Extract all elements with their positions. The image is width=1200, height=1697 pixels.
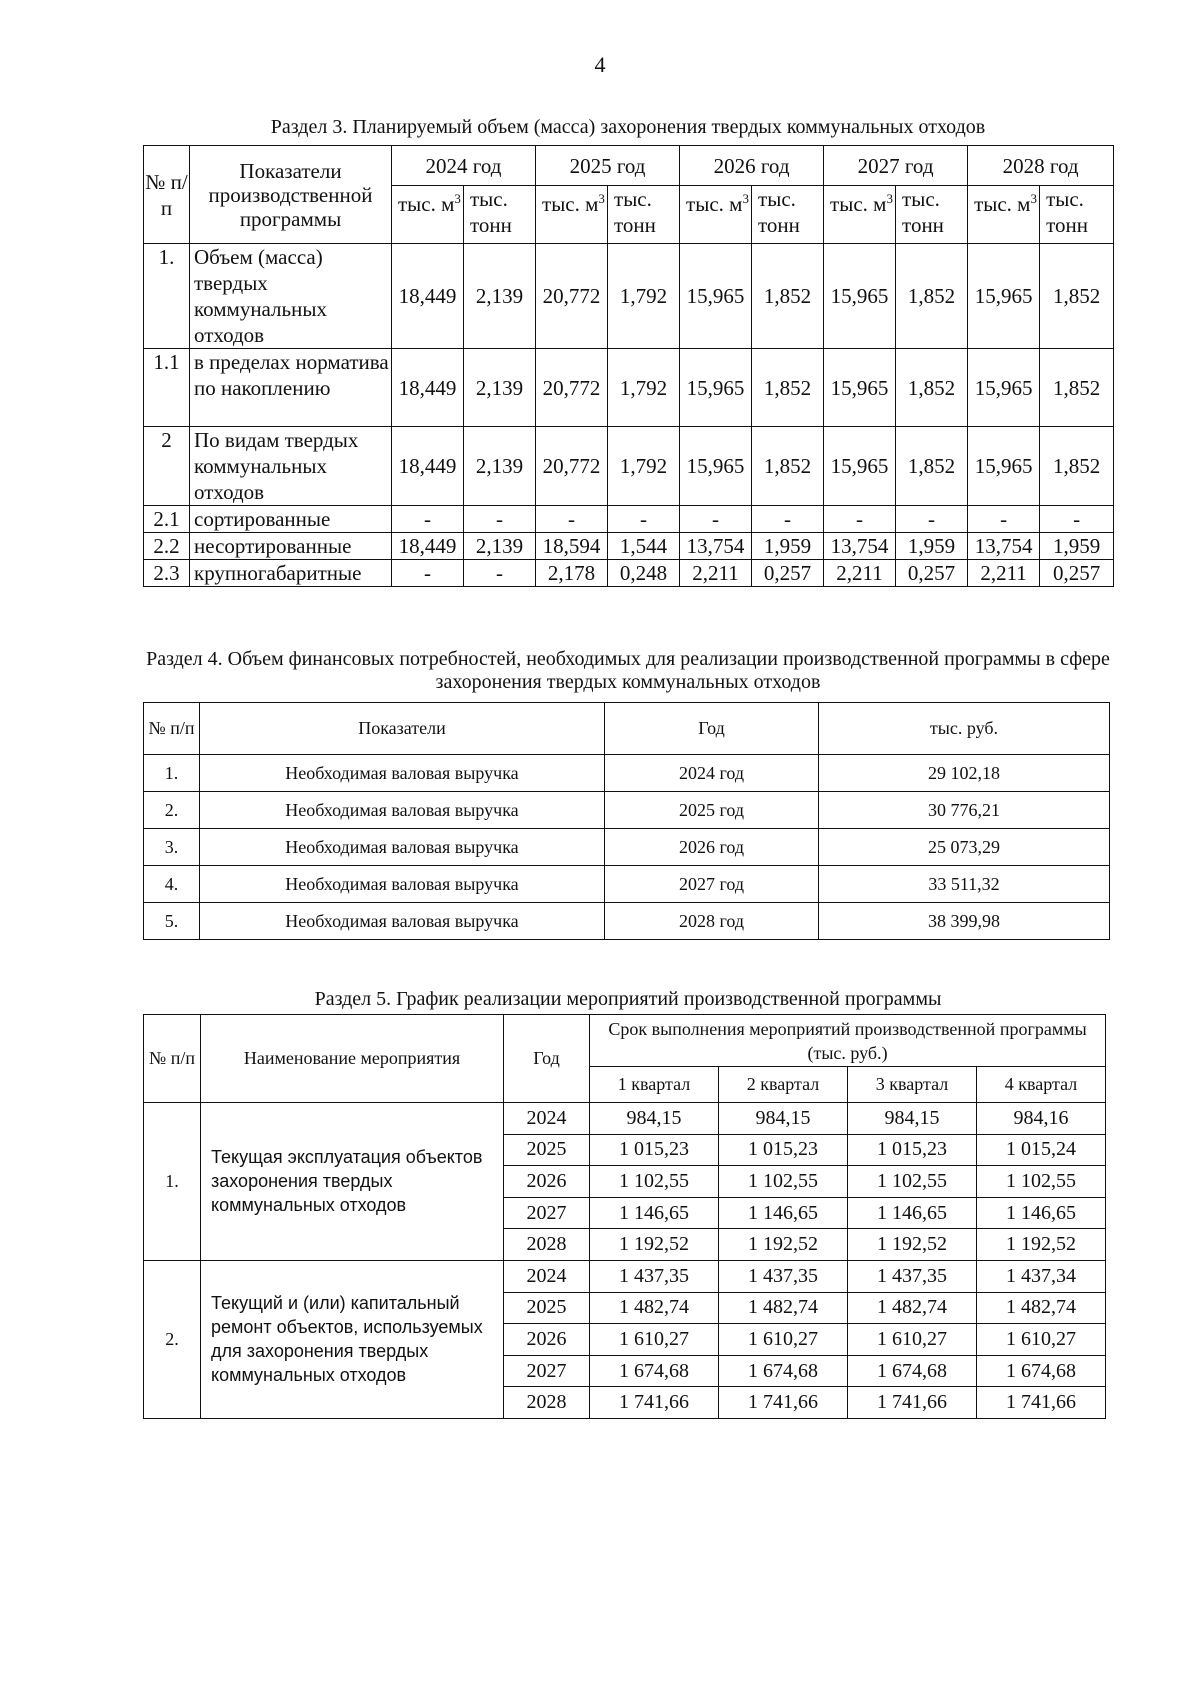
value-cell: 1,544 xyxy=(608,533,680,560)
unit-m3-header xyxy=(680,186,752,244)
quarter-value: 1 015,23 xyxy=(590,1134,719,1166)
value-cell: 2,139 xyxy=(464,427,536,506)
quarter-value: 1 146,65 xyxy=(848,1197,977,1229)
section4-table xyxy=(143,702,1110,940)
unit-m3-text: тыс. м xyxy=(686,192,743,216)
unit-m3-superscript: 3 xyxy=(598,191,605,206)
cell-indicator: Необходимая валовая выручка xyxy=(200,903,605,940)
cell-value: 30 776,21 xyxy=(819,792,1110,829)
unit-m3-superscript: 3 xyxy=(742,191,749,206)
unit-m3-header xyxy=(536,186,608,244)
value-cell: 13,754 xyxy=(968,533,1040,560)
table-row xyxy=(144,903,1110,940)
value-cell: 18,449 xyxy=(392,427,464,506)
quarter-value: 1 102,55 xyxy=(590,1166,719,1198)
quarter-value: 1 102,55 xyxy=(848,1166,977,1198)
value-cell: - xyxy=(392,506,464,533)
value-cell: - xyxy=(464,560,536,587)
value-cell: 1,959 xyxy=(1040,533,1114,560)
quarter-value: 1 192,52 xyxy=(977,1229,1106,1261)
quarter-header: 4 квартал xyxy=(977,1067,1106,1103)
unit-m3-superscript: 3 xyxy=(1030,191,1037,206)
quarter-value: 1 192,52 xyxy=(848,1229,977,1261)
value-cell: 2,139 xyxy=(464,349,536,427)
value-cell: - xyxy=(680,506,752,533)
value-cell: 20,772 xyxy=(536,349,608,427)
unit-m3-superscript: 3 xyxy=(454,191,461,206)
table-row xyxy=(144,792,1110,829)
cell-indicator: Необходимая валовая выручка xyxy=(200,792,605,829)
cell-year: 2024 год xyxy=(605,755,819,792)
col-name-header: Наименование мероприятия xyxy=(201,1015,504,1103)
event-name: Текущий и (или) капитальный ремонт объектов, используемых для захоронения твердых коммунальных отходов xyxy=(201,1260,504,1418)
quarter-value: 1 482,74 xyxy=(848,1292,977,1324)
year-header: 2025 год xyxy=(536,146,680,186)
value-cell: 2,139 xyxy=(464,244,536,349)
event-number: 2. xyxy=(144,1260,201,1418)
value-cell: 2,211 xyxy=(968,560,1040,587)
quarter-value: 1 741,66 xyxy=(977,1387,1106,1419)
event-name: Текущая эксплуатация объектов захоронения твердых коммунальных отходов xyxy=(201,1103,504,1261)
value-cell: 0,257 xyxy=(896,560,968,587)
row-label: Объем (масса) твердых коммунальных отходов xyxy=(190,244,392,349)
unit-t-header: тыс. тонн xyxy=(752,186,824,244)
quarter-value: 984,16 xyxy=(977,1103,1106,1135)
value-cell: 18,594 xyxy=(536,533,608,560)
value-cell: 2,178 xyxy=(536,560,608,587)
value-cell: 1,852 xyxy=(896,427,968,506)
year-header: 2026 год xyxy=(680,146,824,186)
quarter-value: 1 015,23 xyxy=(719,1134,848,1166)
col-indicator-header: Показатели производственной программы xyxy=(190,146,392,244)
value-cell: 1,852 xyxy=(1040,427,1114,506)
cell-year: 2028 год xyxy=(605,903,819,940)
quarter-value: 1 102,55 xyxy=(977,1166,1106,1198)
value-cell: 0,257 xyxy=(1040,560,1114,587)
cell-no: 3. xyxy=(144,829,200,866)
cell-indicator: Необходимая валовая выручка xyxy=(200,829,605,866)
quarter-value: 984,15 xyxy=(719,1103,848,1135)
value-cell: 1,852 xyxy=(1040,244,1114,349)
value-cell: 15,965 xyxy=(680,427,752,506)
value-cell: - xyxy=(1040,506,1114,533)
quarter-value: 1 146,65 xyxy=(719,1197,848,1229)
col-indicator-header: Показатели xyxy=(200,703,605,755)
value-cell: - xyxy=(608,506,680,533)
cell-value: 33 511,32 xyxy=(819,866,1110,903)
unit-m3-text: тыс. м xyxy=(974,192,1031,216)
year-header: 2027 год xyxy=(824,146,968,186)
year-cell: 2026 xyxy=(504,1324,590,1356)
value-cell: 0,248 xyxy=(608,560,680,587)
year-cell: 2026 xyxy=(504,1166,590,1198)
quarter-value: 984,15 xyxy=(590,1103,719,1135)
row-number: 2 xyxy=(144,427,190,506)
cell-no: 5. xyxy=(144,903,200,940)
col-no-header: № п/п xyxy=(144,146,190,244)
value-cell: 20,772 xyxy=(536,244,608,349)
value-cell: 1,792 xyxy=(608,244,680,349)
section3-title: Раздел 3. Планируемый объем (масса) захоронения твердых коммунальных отходов xyxy=(270,116,986,138)
quarter-header: 1 квартал xyxy=(590,1067,719,1103)
unit-t-header: тыс. тонн xyxy=(896,186,968,244)
cell-year: 2025 год xyxy=(605,792,819,829)
value-cell: 2,139 xyxy=(464,533,536,560)
value-cell: 2,211 xyxy=(824,560,896,587)
section5-table xyxy=(143,1014,1106,1419)
section4-title: Раздел 4. Объем финансовых потребностей, необходимых для реализации производственной программы в сфере захоронения твердых коммунальных отходов xyxy=(146,648,1110,693)
quarter-value: 1 741,66 xyxy=(719,1387,848,1419)
value-cell: 1,792 xyxy=(608,349,680,427)
quarter-value: 1 674,68 xyxy=(977,1355,1106,1387)
section5-title: Раздел 5. График реализации мероприятий производственной программы xyxy=(314,988,942,1010)
value-cell: 1,792 xyxy=(608,427,680,506)
event-number: 1. xyxy=(144,1103,201,1261)
table-row xyxy=(144,349,1114,427)
value-cell: 13,754 xyxy=(824,533,896,560)
value-cell: - xyxy=(896,506,968,533)
quarter-value: 1 482,74 xyxy=(977,1292,1106,1324)
year-cell: 2025 xyxy=(504,1134,590,1166)
value-cell: - xyxy=(464,506,536,533)
unit-m3-text: тыс. м xyxy=(830,192,887,216)
quarter-value: 1 674,68 xyxy=(848,1355,977,1387)
unit-m3-header xyxy=(824,186,896,244)
cell-indicator: Необходимая валовая выручка xyxy=(200,866,605,903)
value-cell: 15,965 xyxy=(968,427,1040,506)
quarter-value: 1 146,65 xyxy=(977,1197,1106,1229)
value-cell: 1,959 xyxy=(752,533,824,560)
table-row xyxy=(144,829,1110,866)
unit-t-header: тыс. тонн xyxy=(1040,186,1114,244)
value-cell: 15,965 xyxy=(824,244,896,349)
quarter-value: 1 437,35 xyxy=(848,1260,977,1292)
table-row xyxy=(144,1260,1106,1292)
row-number: 1. xyxy=(144,244,190,349)
cell-value: 29 102,18 xyxy=(819,755,1110,792)
row-number: 2.2 xyxy=(144,533,190,560)
quarter-value: 1 610,27 xyxy=(848,1324,977,1356)
col-term-header: Срок выполнения мероприятий производственной программы (тыс. руб.) xyxy=(590,1015,1106,1067)
value-cell: 2,211 xyxy=(680,560,752,587)
value-cell: 18,449 xyxy=(392,533,464,560)
value-cell: 1,852 xyxy=(752,349,824,427)
quarter-value: 1 015,24 xyxy=(977,1134,1106,1166)
value-cell: 1,852 xyxy=(896,244,968,349)
value-cell: 1,852 xyxy=(752,427,824,506)
unit-m3-header xyxy=(392,186,464,244)
quarter-value: 984,15 xyxy=(848,1103,977,1135)
col-no-header: № п/п xyxy=(144,703,200,755)
quarter-header: 2 квартал xyxy=(719,1067,848,1103)
col-value-header: тыс. руб. xyxy=(819,703,1110,755)
table-row xyxy=(144,1103,1106,1135)
value-cell: 15,965 xyxy=(968,349,1040,427)
value-cell: 18,449 xyxy=(392,349,464,427)
table-row xyxy=(144,866,1110,903)
quarter-value: 1 674,68 xyxy=(590,1355,719,1387)
year-cell: 2028 xyxy=(504,1229,590,1261)
cell-value: 38 399,98 xyxy=(819,903,1110,940)
value-cell: - xyxy=(392,560,464,587)
quarter-value: 1 610,27 xyxy=(977,1324,1106,1356)
cell-no: 4. xyxy=(144,866,200,903)
table-row xyxy=(144,533,1114,560)
quarter-value: 1 437,34 xyxy=(977,1260,1106,1292)
row-number: 2.1 xyxy=(144,506,190,533)
row-label: несортированные xyxy=(190,533,392,560)
table-row xyxy=(144,244,1114,349)
year-cell: 2024 xyxy=(504,1103,590,1135)
value-cell: 15,965 xyxy=(968,244,1040,349)
quarter-value: 1 610,27 xyxy=(590,1324,719,1356)
table-row xyxy=(144,560,1114,587)
table-row xyxy=(144,755,1110,792)
quarter-value: 1 437,35 xyxy=(590,1260,719,1292)
value-cell: - xyxy=(752,506,824,533)
table-row xyxy=(144,427,1114,506)
row-number: 1.1 xyxy=(144,349,190,427)
row-number: 2.3 xyxy=(144,560,190,587)
year-cell: 2024 xyxy=(504,1260,590,1292)
quarter-value: 1 192,52 xyxy=(719,1229,848,1261)
quarter-header: 3 квартал xyxy=(848,1067,977,1103)
quarter-value: 1 482,74 xyxy=(590,1292,719,1324)
quarter-value: 1 437,35 xyxy=(719,1260,848,1292)
value-cell: 13,754 xyxy=(680,533,752,560)
col-year-header: Год xyxy=(504,1015,590,1103)
year-cell: 2028 xyxy=(504,1387,590,1419)
col-year-header: Год xyxy=(605,703,819,755)
value-cell: 18,449 xyxy=(392,244,464,349)
value-cell: - xyxy=(824,506,896,533)
year-cell: 2025 xyxy=(504,1292,590,1324)
unit-m3-header xyxy=(968,186,1040,244)
cell-value: 25 073,29 xyxy=(819,829,1110,866)
quarter-value: 1 482,74 xyxy=(719,1292,848,1324)
value-cell: 15,965 xyxy=(680,244,752,349)
value-cell: 1,852 xyxy=(752,244,824,349)
value-cell: - xyxy=(968,506,1040,533)
unit-m3-text: тыс. м xyxy=(398,192,455,216)
cell-year: 2027 год xyxy=(605,866,819,903)
cell-year: 2026 год xyxy=(605,829,819,866)
value-cell: 1,852 xyxy=(896,349,968,427)
row-label: сортированные xyxy=(190,506,392,533)
value-cell: 20,772 xyxy=(536,427,608,506)
unit-m3-text: тыс. м xyxy=(542,192,599,216)
unit-t-header: тыс. тонн xyxy=(464,186,536,244)
quarter-value: 1 741,66 xyxy=(848,1387,977,1419)
cell-no: 1. xyxy=(144,755,200,792)
value-cell: 0,257 xyxy=(752,560,824,587)
row-label: крупногабаритные xyxy=(190,560,392,587)
quarter-value: 1 102,55 xyxy=(719,1166,848,1198)
value-cell: 1,959 xyxy=(896,533,968,560)
year-header: 2028 год xyxy=(968,146,1114,186)
table-row xyxy=(144,506,1114,533)
quarter-value: 1 192,52 xyxy=(590,1229,719,1261)
cell-no: 2. xyxy=(144,792,200,829)
value-cell: 15,965 xyxy=(680,349,752,427)
value-cell: 15,965 xyxy=(824,349,896,427)
unit-t-header: тыс. тонн xyxy=(608,186,680,244)
col-no-header: № п/п xyxy=(144,1015,201,1103)
cell-indicator: Необходимая валовая выручка xyxy=(200,755,605,792)
unit-m3-superscript: 3 xyxy=(886,191,893,206)
quarter-value: 1 741,66 xyxy=(590,1387,719,1419)
quarter-value: 1 146,65 xyxy=(590,1197,719,1229)
value-cell: 1,852 xyxy=(1040,349,1114,427)
section3-table xyxy=(143,145,1114,587)
row-label: в пределах норматива по накоплению xyxy=(190,349,392,427)
year-cell: 2027 xyxy=(504,1197,590,1229)
quarter-value: 1 015,23 xyxy=(848,1134,977,1166)
value-cell: 15,965 xyxy=(824,427,896,506)
row-label: По видам твердых коммунальных отходов xyxy=(190,427,392,506)
year-cell: 2027 xyxy=(504,1355,590,1387)
value-cell: - xyxy=(536,506,608,533)
quarter-value: 1 610,27 xyxy=(719,1324,848,1356)
page-number: 4 xyxy=(594,52,606,77)
year-header: 2024 год xyxy=(392,146,536,186)
quarter-value: 1 674,68 xyxy=(719,1355,848,1387)
